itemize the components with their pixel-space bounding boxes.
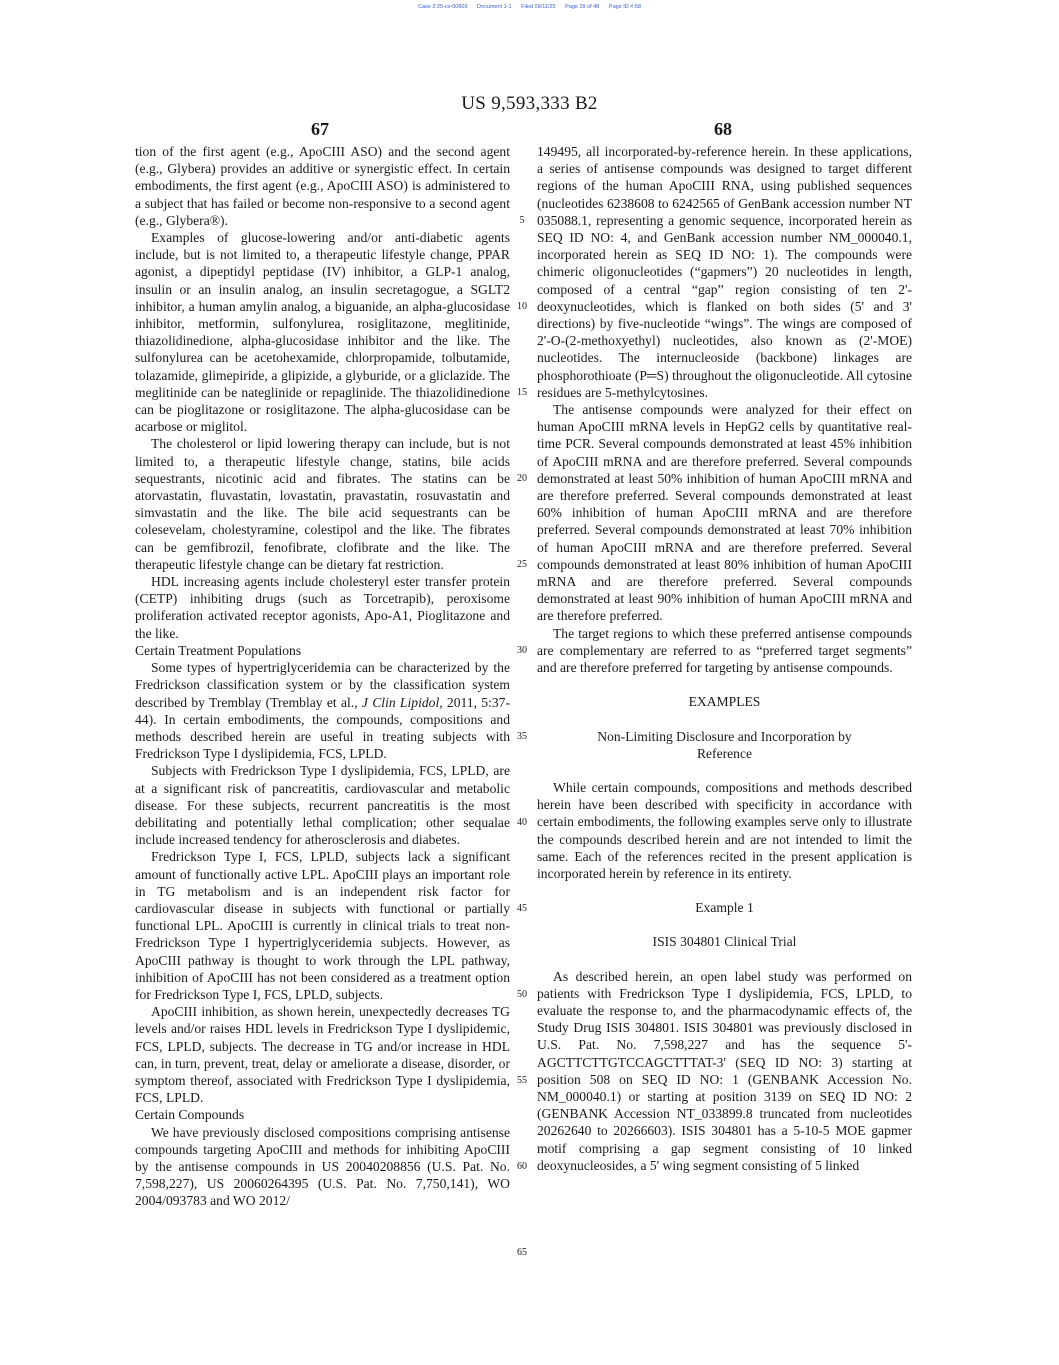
paragraph: We have previously disclosed compositions comprising antisense compounds targeting ApoCIII and methods for inhibiting ApoCIII by the antisense compounds in US 20040208856 (U.S. Pat. No. 7,598,227), US 20060264395 (U.S. Pat. No. 7,750,141), WO 2004/093783 and WO 2012/ <box>135 1124 510 1209</box>
paragraph: Fredrickson Type I, FCS, LPLD, subjects lack a significant amount of functionally active LPL. ApoCIII plays an important role in TG metabolism and is an independent risk factor for cardiovascular disease in subjects with functional or partially functional LPL. ApoCIII is currently in clinical trials to treat non-Fredrickson Type I hypertriglyceridemia subjects. However, as ApoCIII pathway is thought to work through the LPL pathway, inhibition of ApoCIII has not been considered as a treatment option for Fredrickson Type I, FCS, LPLD, subjects. <box>135 849 510 1002</box>
subsection-heading-cont: Reference <box>696 745 753 761</box>
line-number: 40 <box>517 817 527 828</box>
line-number: 50 <box>517 989 527 1000</box>
line-number: 30 <box>517 645 527 656</box>
right-page-number: 68 <box>714 119 732 139</box>
paragraph: HDL increasing agents include cholesteryl ester transfer protein (CETP) inhibiting drugs (such as Torcetrapib), peroxisome proliferation activated receptor agonists, Apo-A1, Pioglitazone and the like. <box>135 574 510 641</box>
right-column <box>537 143 912 1174</box>
stamp-page-id: Page ID #:58 <box>608 4 642 10</box>
example-heading: Example 1 <box>695 900 754 916</box>
paragraph: Examples of glucose-lowering and/or anti-diabetic agents include, but is not limited to, a therapeutic lifestyle change, PPAR agonist, a dipeptidyl peptidase (IV) inhibitor, a GLP-1 analog, insulin or an insulin analog, an insulin secretagogue, a SGLT2 inhibitor, a human amylin analog, a biguanide, an alpha-glucosidase inhibitor, metformin, sulfonylurea, rosiglitazone, meglitinide, thiazolidinedione, alpha-glucosidase inhibitor and the like. The sulfonylurea can be acetohexamide, chlorpropamide, tolbutamide, tolazamide, glimepiride, a glipizide, a glyburide, or a gliclazide. The meglitinide can be nateglinide or repaglinide. The thiazolidinedione can be pioglitazone or rosiglitazone. The alpha-glucosidase can be acarbose or miglitol. <box>135 230 510 435</box>
paragraph: As described herein, an open label study was performed on patients with Fredrickson Type I dyslipidemia, FCS, LPLD, to evaluate the response to, and the pharmacodynamic effects of, the Study Drug ISIS 304801. ISIS 304801 was previously disclosed in U.S. Pat. No. 7,598,227 and has the sequence 5'-AGCTTCTTGTCCAGCTTTAT-3' (SEQ ID NO: 3) starting at position 508 on SEQ ID NO: 1 (GENBANK Accession No. NM_000040.1) or starting at position 3139 on SEQ ID NO: 2 (GENBANK Accession NT_033899.8 truncated from nucleotides 20262640 to 20266603). ISIS 304801 has a 5-10-5 MOE gapmer motif comprising a gap segment consisting of 10 linked deoxynucleosides, a 5' wing segment consisting of 5 linked <box>537 968 912 1173</box>
paragraph: tion of the first agent (e.g., ApoCIII ASO) and the second agent (e.g., Glybera) provides an additive or synergistic effect. In certain embodiments, the first agent (e.g., ApoCIII ASO) is administered to a subject that has failed or become non-responsive to a second agent (e.g., Glybera®). <box>135 144 510 228</box>
stamp-document: Document 1-1 <box>477 4 512 10</box>
paragraph: The cholesterol or lipid lowering therapy can include, but is not limited to, a therapeutic lifestyle change, statins, bile acids sequestrants, nicotinic acid and fibrates. The statins can be atorvastatin, fluvastatin, lovastatin, pravastatin, rosuvastatin and simvastatin and the like. The bile acid sequestrants can be colesevelam, cholestyramine, colestipol and the like. The fibrates can be gemfibrozil, fenofibrate, clofibrate and the like. The therapeutic lifestyle change can be dietary fat restriction. <box>135 436 510 572</box>
stamp-filed: Filed 09/11/25 <box>521 4 556 10</box>
line-number: 5 <box>519 215 525 226</box>
line-number: 35 <box>517 731 527 742</box>
examples-heading: EXAMPLES <box>688 694 761 710</box>
subsection-heading: Non-Limiting Disclosure and Incorporation by <box>597 728 852 744</box>
patent-number: US 9,593,333 B2 <box>461 93 598 114</box>
trial-heading: ISIS 304801 Clinical Trial <box>652 934 797 950</box>
stamp-page: Page 39 of 48 <box>565 4 600 10</box>
line-number: 10 <box>517 301 527 312</box>
paragraph: 149495, all incorporated-by-reference herein. In these applications, a series of antisense compounds was designed to target different regions of the human ApoCIII RNA, using published sequences (nucleotides 6238608 to 6242565 of GenBank accession number NT 035088.1, representing a genomic sequence, incorporated herein as SEQ ID NO: 4, and GenBank accession number NM_000040.1, incorporated herein as SEQ ID NO: 1). The compounds were chimeric oligonucleotides (“gapmers”) 20 nucleotides in length, composed of a central “gap” region consisting of ten 2'-deoxynucleotides, which is flanked on both sides (5' and 3' directions) by five-nucleotide “wings”. The wings are composed of 2'-O-(2-methoxyethyl) nucleotides, also known as (2'-MOE) nucleotides. The internucleoside (backbone) linkages are phosphorothioate (P═S) throughout the oligonucleotide. All cytosine residues are 5-methylcytosines. <box>537 144 912 400</box>
paragraph <box>135 659 510 762</box>
paragraph: While certain compounds, compositions and methods described herein have been described with specificity in accordance with certain embodiments, the following examples serve only to illustrate the compounds described herein and are not intended to limit the same. Each of the references recited in the present application is incorporated herein by reference in its entirety. <box>537 779 912 881</box>
paragraph: The antisense compounds were analyzed for their effect on human ApoCIII mRNA levels in HepG2 cells by quantitative real-time PCR. Several compounds demonstrated at least 45% inhibition of ApoCIII mRNA and are therefore preferred. Several compounds demonstrated at least 50% inhibition of human ApoCIII mRNA and are therefore preferred. Several compounds demonstrated at least 60% inhibition of human ApoCIII mRNA and are therefore preferred. Several compounds demonstrated at least 70% inhibition of human ApoCIII mRNA and are therefore preferred. Several compounds demonstrated at least 80% inhibition of human ApoCIII mRNA and are therefore preferred. Several compounds demonstrated at least 90% inhibition of human ApoCIII mRNA and are therefore preferred. <box>537 402 912 624</box>
citation-journal: J Clin Lipidol, <box>361 694 443 710</box>
paragraph: ApoCIII inhibition, as shown herein, unexpectedly decreases TG levels and/or raises HDL levels in Fredrickson Type I dyslipidemic, FCS, LPLD, subjects. The decrease in TG and/or increase in HDL can, in turn, prevent, treat, delay or ameliorate a disease, disorder, or symptom thereof, associated with Fredrickson Type I dyslipidemia, FCS, LPLD. <box>135 1004 510 1106</box>
paragraph-text: Some types of hypertriglyceridemia can be characterized by the Fredrickson classification system or by the classification system described by Tremblay (Tremblay et al., <box>135 660 510 710</box>
court-filing-stamp <box>0 4 1059 10</box>
line-number: 55 <box>517 1075 527 1086</box>
line-number: 25 <box>517 559 527 570</box>
line-number: 20 <box>517 473 527 484</box>
line-number: 15 <box>517 387 527 398</box>
paragraph: Subjects with Fredrickson Type I dyslipidemia, FCS, LPLD, are at a significant risk of pancreatitis, cardiovascular and metabolic disease. For these subjects, recurrent pancreatitis is the most debilitating and potentially lethal complication; other sequalae include increased tendency for atherosclerosis and diabetes. <box>135 763 510 848</box>
paragraph-text: 2011, 5:37-44). In certain embodiments, the compounds, compositions and methods described herein are useful in treating subjects with Fredrickson Type I dyslipidemia, FCS, LPLD. <box>135 694 510 762</box>
line-number: 45 <box>517 903 527 914</box>
section-heading: Certain Compounds <box>135 1107 245 1123</box>
line-number: 65 <box>517 1247 527 1258</box>
stamp-case: Case 2:25-cv-00609 <box>417 4 468 10</box>
line-number: 60 <box>517 1161 527 1172</box>
left-page-number: 67 <box>311 119 329 139</box>
section-heading: Certain Treatment Populations <box>135 642 302 658</box>
left-column <box>135 143 510 1210</box>
paragraph: The target regions to which these preferred antisense compounds are complementary are referred to as “preferred target segments” and are therefore preferred for targeting by antisense compounds. <box>537 625 912 676</box>
